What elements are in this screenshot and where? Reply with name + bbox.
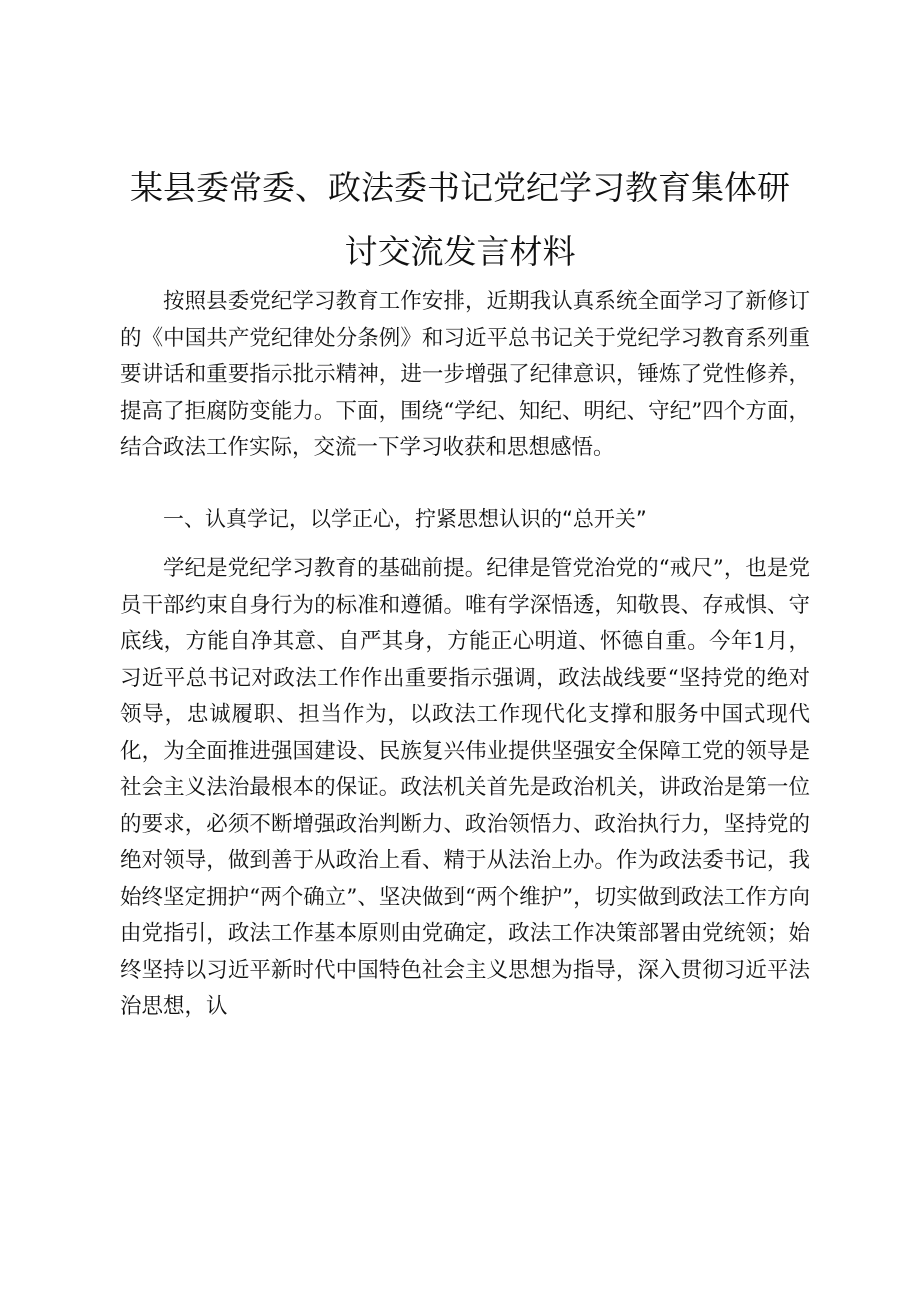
section-1-paragraph: 学纪是党纪学习教育的基础前提。纪律是管党治党的“戒尺”，也是党员干部约束自身行为的标准和遵循。唯有学深悟透，知敬畏、存戒惧、守底线，方能自净其意、自严其身，方能正心明道、怀德自重。今年1月，习近平总书记对政法工作作出重要指示强调，政法战线要“坚持党的绝对领导，忠诚履职、担当作为，以政法工作现代化支撑和服务中国式现代化，为全面推进强国建设、民族复兴伟业提供坚强安全保障工党的领导是社会主义法治最根本的保证。政法机关首先是政治机关，讲政治是第一位的要求，必须不断增强政治判断力、政治领悟力、政治执行力，坚持党的绝对领导，做到善于从政治上看、精于从法治上办。作为政法委书记，我始终坚定拥护“两个确立”、坚决做到“两个维护”，切实做到政法工作方向由党指引，政法工作基本原则由党确定，政法工作决策部署由党统领；始终坚持以习近平新时代中国特色社会主义思想为指导，深入贯彻习近平法治思想，认 <box>120 556 810 1019</box>
document-title-line-2: 讨交流发言材料 <box>344 232 576 271</box>
section-1-heading: 一、认真学记，以学正心，拧紧思想认识的“总开关” <box>163 507 647 531</box>
intro-paragraph: 按照县委党纪学习教育工作安排，近期我认真系统全面学习了新修订的《中国共产党纪律处分条例》和习近平总书记关于党纪学习教育系列重要讲话和重要指示批示精神，进一步增强了纪律意识，锤炼了党性修养，提高了拒腐防变能力。下面，围绕“学纪、知纪、明纪、守纪”四个方面，结合政法工作实际，交流一下学习收获和思想感悟。 <box>120 289 810 460</box>
document-title-line-1: 某县委常委、政法委书记党纪学习教育集体研 <box>130 168 790 207</box>
